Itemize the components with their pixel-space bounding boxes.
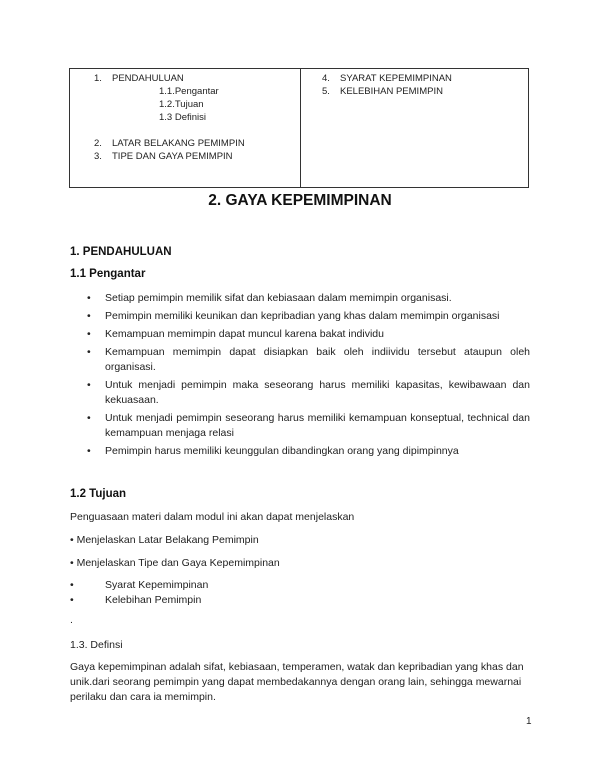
tujuan-line: • Menjelaskan Tipe dan Gaya Kepemimpinan — [70, 557, 280, 569]
toc-item: 2. LATAR BELAKANG PEMIMPIN — [94, 138, 245, 149]
list-item: • Setiap pemimpin memilik sifat dan kebiasaan dalam memimpin organisasi. — [70, 291, 530, 306]
tujuan-item-list — [70, 578, 208, 608]
document-title: 2. GAYA KEPEMIMPINAN — [208, 192, 392, 209]
toc-item: 3. TIPE DAN GAYA PEMIMPIN — [94, 151, 233, 162]
pengantar-bullet-list — [70, 291, 530, 462]
page-number: 1 — [526, 716, 532, 727]
tujuan-line: • Menjelaskan Latar Belakang Pemimpin — [70, 534, 259, 546]
subsection-heading-definisi: 1.3. Definsi — [70, 639, 123, 651]
tujuan-intro: Penguasaan materi dalam modul ini akan dapat menjelaskan — [70, 511, 355, 523]
list-item: • Kemampuan memimpin dapat muncul karena bakat individu — [70, 327, 530, 342]
toc-item: 4. SYARAT KEPEMIMPINAN — [322, 73, 452, 84]
subsection-heading-pengantar: 1.1 Pengantar — [70, 268, 146, 280]
toc-spacer — [70, 124, 300, 137]
stray-period: . — [70, 614, 73, 626]
section-heading: 1. PENDAHULUAN — [70, 246, 172, 258]
toc-subitem: 1.2.Tujuan — [159, 99, 204, 110]
list-item: • Syarat Kepemimpinan — [70, 578, 208, 593]
list-item: • Untuk menjadi pemimpin maka seseorang harus memiliki kapasitas, kewibawaan dan kekuasaan. — [70, 378, 530, 408]
definisi-paragraph: Gaya kepemimpinan adalah sifat, kebiasaan, temperamen, watak dan kepribadian yang khas dan unik.dari seorang pemimpin yang dapat membedakannya dengan orang lain, sehingga mewarnai perilaku dan cara ia memimpin. — [70, 661, 524, 703]
list-item: • Kelebihan Pemimpin — [70, 593, 208, 608]
list-item: • Kemampuan memimpin dapat disiapkan baik oleh indiividu tersebut ataupun oleh organisasi. — [70, 345, 530, 375]
toc-item: 5. KELEBIHAN PEMIMPIN — [322, 86, 443, 97]
list-item: • Untuk menjadi pemimpin seseorang harus memiliki kemampuan konseptual, technical dan kemampuan menjaga relasi — [70, 411, 530, 441]
list-item: • Pemimpin harus memiliki keunggulan dibandingkan orang yang dipimpinnya — [70, 444, 530, 459]
table-of-contents — [69, 68, 529, 188]
toc-right-column — [301, 69, 528, 187]
toc-subitem: 1.3 Definisi — [159, 112, 206, 123]
subsection-heading-tujuan: 1.2 Tujuan — [70, 488, 127, 500]
toc-item: 1. PENDAHULUAN — [94, 73, 184, 84]
list-item: • Pemimpin memiliki keunikan dan kepribadian yang khas dalam memimpin organisasi — [70, 309, 530, 324]
toc-subitem: 1.1.Pengantar — [159, 86, 219, 97]
toc-left-column — [70, 69, 301, 187]
